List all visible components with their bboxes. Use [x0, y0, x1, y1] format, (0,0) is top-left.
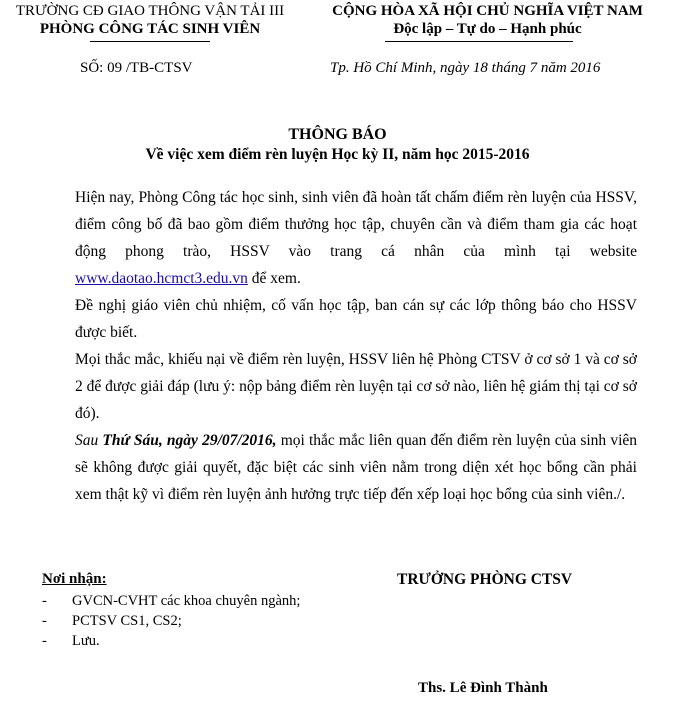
signature-role: TRƯỞNG PHÒNG CTSV	[397, 571, 573, 588]
recipient-item: - Lưu.	[42, 633, 100, 649]
document-subject: Về việc xem điểm rèn luyện Học kỳ II, năm học 2015-2016	[145, 146, 530, 163]
document-number: SỐ: 09 /TB-CTSV	[80, 60, 193, 76]
place-date: Tp. Hồ Chí Minh, ngày 18 tháng 7 năm 2016	[330, 60, 601, 76]
recipient-item: - GVCN-CVHT các khoa chuyên ngành;	[42, 593, 301, 609]
paragraph-1-end: để xem.	[247, 270, 301, 287]
left-header-rule	[90, 41, 210, 42]
website-link[interactable]: www.daotao.hcmct3.edu.vn	[75, 270, 248, 287]
document-title: THÔNG BÁO	[288, 126, 387, 143]
deadline-date: Thứ Sáu, ngày 29/07/2016,	[102, 432, 277, 449]
recipient-item: - PCTSV CS1, CS2;	[42, 613, 182, 629]
department-name: PHÒNG CÔNG TÁC SINH VIÊN	[39, 21, 261, 37]
signer-name: Ths. Lê Đình Thành	[418, 680, 548, 696]
paragraph-4-rest: mọi thắc mắc liên quan đến điểm rèn luyện của sinh viên sẽ không được giải quyết, đặc biệt các sinh viên nằm trong diện xét học bổng cần phải xem thật kỹ vì điểm rèn luyện ảnh hưởng trực tiếp đến xếp loại học bổng của sinh viên./.	[75, 432, 638, 503]
country-name: CỘNG HÒA XÃ HỘI CHỦ NGHĨA VIỆT NAM	[332, 3, 643, 19]
paragraph-1	[75, 184, 637, 292]
paragraph-4	[75, 427, 637, 508]
school-name: TRƯỜNG CĐ GIAO THÔNG VẬN TẢI III	[15, 3, 285, 19]
national-motto: Độc lập – Tự do – Hạnh phúc	[393, 21, 582, 37]
recipients-label: Nơi nhận:	[42, 571, 107, 587]
right-header-rule	[385, 41, 573, 42]
paragraph-3: Mọi thắc mắc, khiếu nại về điểm rèn luyện, HSSV liên hệ Phòng CTSV ở cơ sở 1 và cơ sở 2 để được giải đáp (lưu ý: nộp bảng điểm rèn luyện tại cơ sở nào, liên hệ giám thị tại cơ sở đó).	[75, 351, 637, 422]
paragraph-1-text: Hiện nay, Phòng Công tác học sinh, sinh viên đã hoàn tất chấm điểm rèn luyện của HSSV, điểm công bố đã bao gồm điểm thưởng học tập, chuyên cần và điểm tham gia các hoạt động phong trào, HSSV vào trang cá nhân của mình tại website	[75, 189, 637, 260]
paragraph-2: Đề nghị giáo viên chủ nhiệm, cố vấn học tập, ban cán sự các lớp thông báo cho HSSV được biết.	[75, 297, 637, 341]
paragraph-4-lead: Sau	[75, 432, 103, 449]
